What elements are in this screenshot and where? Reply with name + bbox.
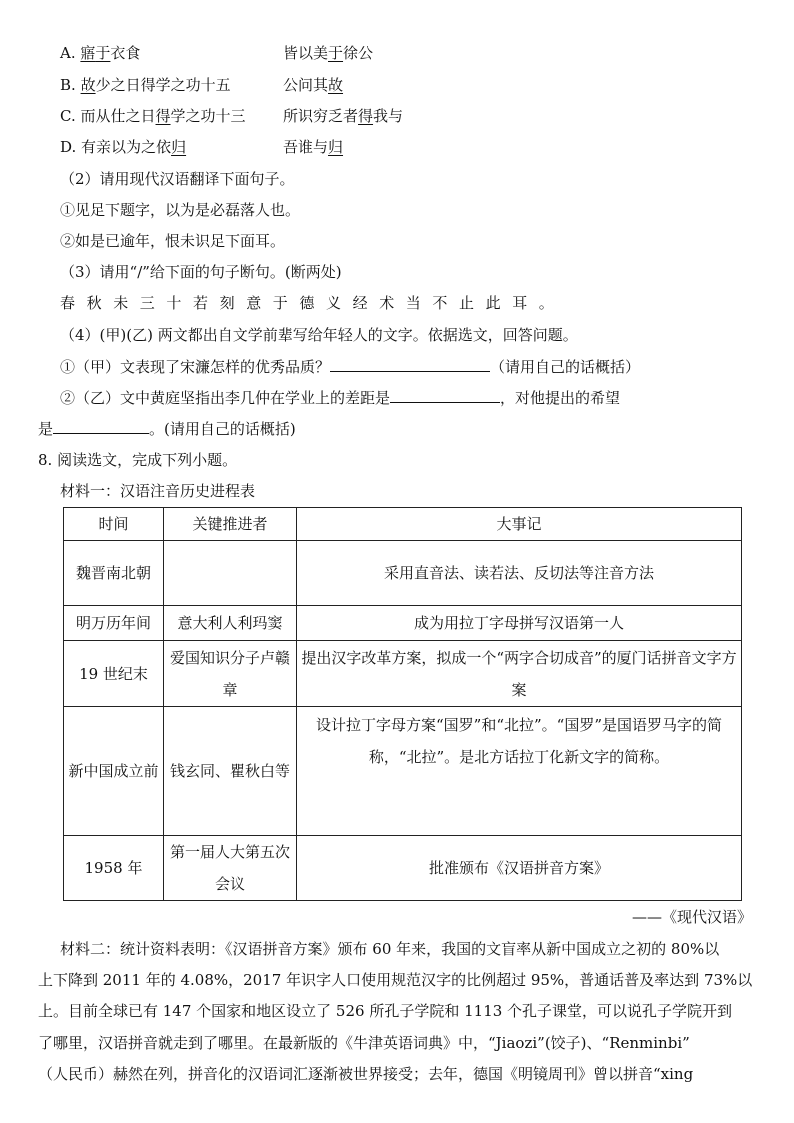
sub-question-4-item-2: ②（乙）文中黄庭坚指出李几仲在学业上的差距是 ，对他提出的希望 bbox=[60, 389, 621, 407]
material-2-line: 了哪里，汉语拼音就走到了哪里。在最新版的《牛津英语词典》中，“Jiaozi”(饺子)、“Renminbi” bbox=[38, 1034, 690, 1052]
table-header: 关键推进者 bbox=[164, 508, 297, 541]
source-citation: ——《现代汉语》 bbox=[631, 908, 752, 926]
option-b-second: 公问其故 bbox=[283, 76, 344, 94]
table-row: 19 世纪末 爱国知识分子卢赣章 提出汉字改革方案，拟成一个“两字合切成音”的厦门话拼音文字方案 bbox=[64, 641, 742, 707]
sub-question-2-item-1: ①见足下题字，以为是必磊落人也。 bbox=[60, 201, 301, 219]
option-b: B. 故少之日得学之功十五 bbox=[60, 76, 231, 94]
option-a-second: 皆以美于徐公 bbox=[283, 44, 374, 62]
material-2-line: 上下降到 2011 年的 4.08%，2017 年识字人口使用规范汉字的比例超过 95%，普通话普及率达到 73%以 bbox=[38, 971, 753, 989]
material-1-title: 材料一：汉语注音历史进程表 bbox=[60, 482, 256, 500]
answer-blank[interactable] bbox=[330, 356, 490, 372]
option-d: D. 有亲以为之依归 bbox=[60, 138, 187, 156]
sub-question-4-item-1: ①（甲）文表现了宋濂怎样的优秀品质？ （请用自己的话概括） bbox=[60, 358, 641, 376]
option-c-second: 所识穷乏者得我与 bbox=[283, 107, 404, 125]
answer-blank[interactable] bbox=[390, 387, 500, 403]
sub-question-3-sentence: 春秋未三十若刻意于德义经术当不止此耳。 bbox=[60, 294, 566, 312]
material-2-line: 材料二：统计资料表明：《汉语拼音方案》颁布 60 年来，我国的文盲率从新中国成立之初的 80%以 bbox=[60, 940, 720, 958]
sub-question-4-item-2-cont: 是 。(请用自己的话概括) bbox=[38, 420, 296, 438]
history-table bbox=[63, 507, 742, 901]
sub-question-2: （2）请用现代汉语翻译下面句子。 bbox=[60, 170, 295, 188]
table-row: 魏晋南北朝 采用直音法、读若法、反切法等注音方法 bbox=[64, 541, 742, 606]
option-a: A. 寤于衣食 bbox=[60, 44, 141, 62]
sub-question-3: （3）请用“/”给下面的句子断句。(断两处) bbox=[60, 263, 342, 281]
sub-question-4: （4）(甲)(乙) 两文都出自文学前辈写给年轻人的文字。依据选文，回答问题。 bbox=[60, 326, 578, 344]
option-d-second: 吾谁与归 bbox=[283, 138, 344, 156]
table-row: 1958 年 第一届人大第五次会议 批准颁布《汉语拼音方案》 bbox=[64, 836, 742, 901]
question-8-title: 8. 阅读选文，完成下列小题。 bbox=[38, 451, 238, 469]
material-2-line: 上。目前全球已有 147 个国家和地区设立了 526 所孔子学院和 1113 个孔子课堂，可以说孔子学院开到 bbox=[38, 1002, 733, 1020]
table-header: 时间 bbox=[64, 508, 164, 541]
table-header: 大事记 bbox=[297, 508, 742, 541]
table-row: 新中国成立前 钱玄同、瞿秋白等 设计拉丁字母方案“国罗”和“北拉”。“国罗”是国语罗马字的简称，“北拉”。是北方话拉丁化新文字的简称。 bbox=[64, 707, 742, 836]
answer-blank[interactable] bbox=[53, 418, 149, 434]
table-row: 明万历年间 意大利人利玛窦 成为用拉丁字母拼写汉语第一人 bbox=[64, 606, 742, 641]
material-2-line: （人民币）赫然在列，拼音化的汉语词汇逐渐被世界接受；去年，德国《明镜周刊》曾以拼音“xing bbox=[38, 1065, 694, 1083]
option-c: C. 而从仕之日得学之功十三 bbox=[60, 107, 246, 125]
sub-question-2-item-2: ②如是已逾年，恨未识足下面耳。 bbox=[60, 232, 286, 250]
